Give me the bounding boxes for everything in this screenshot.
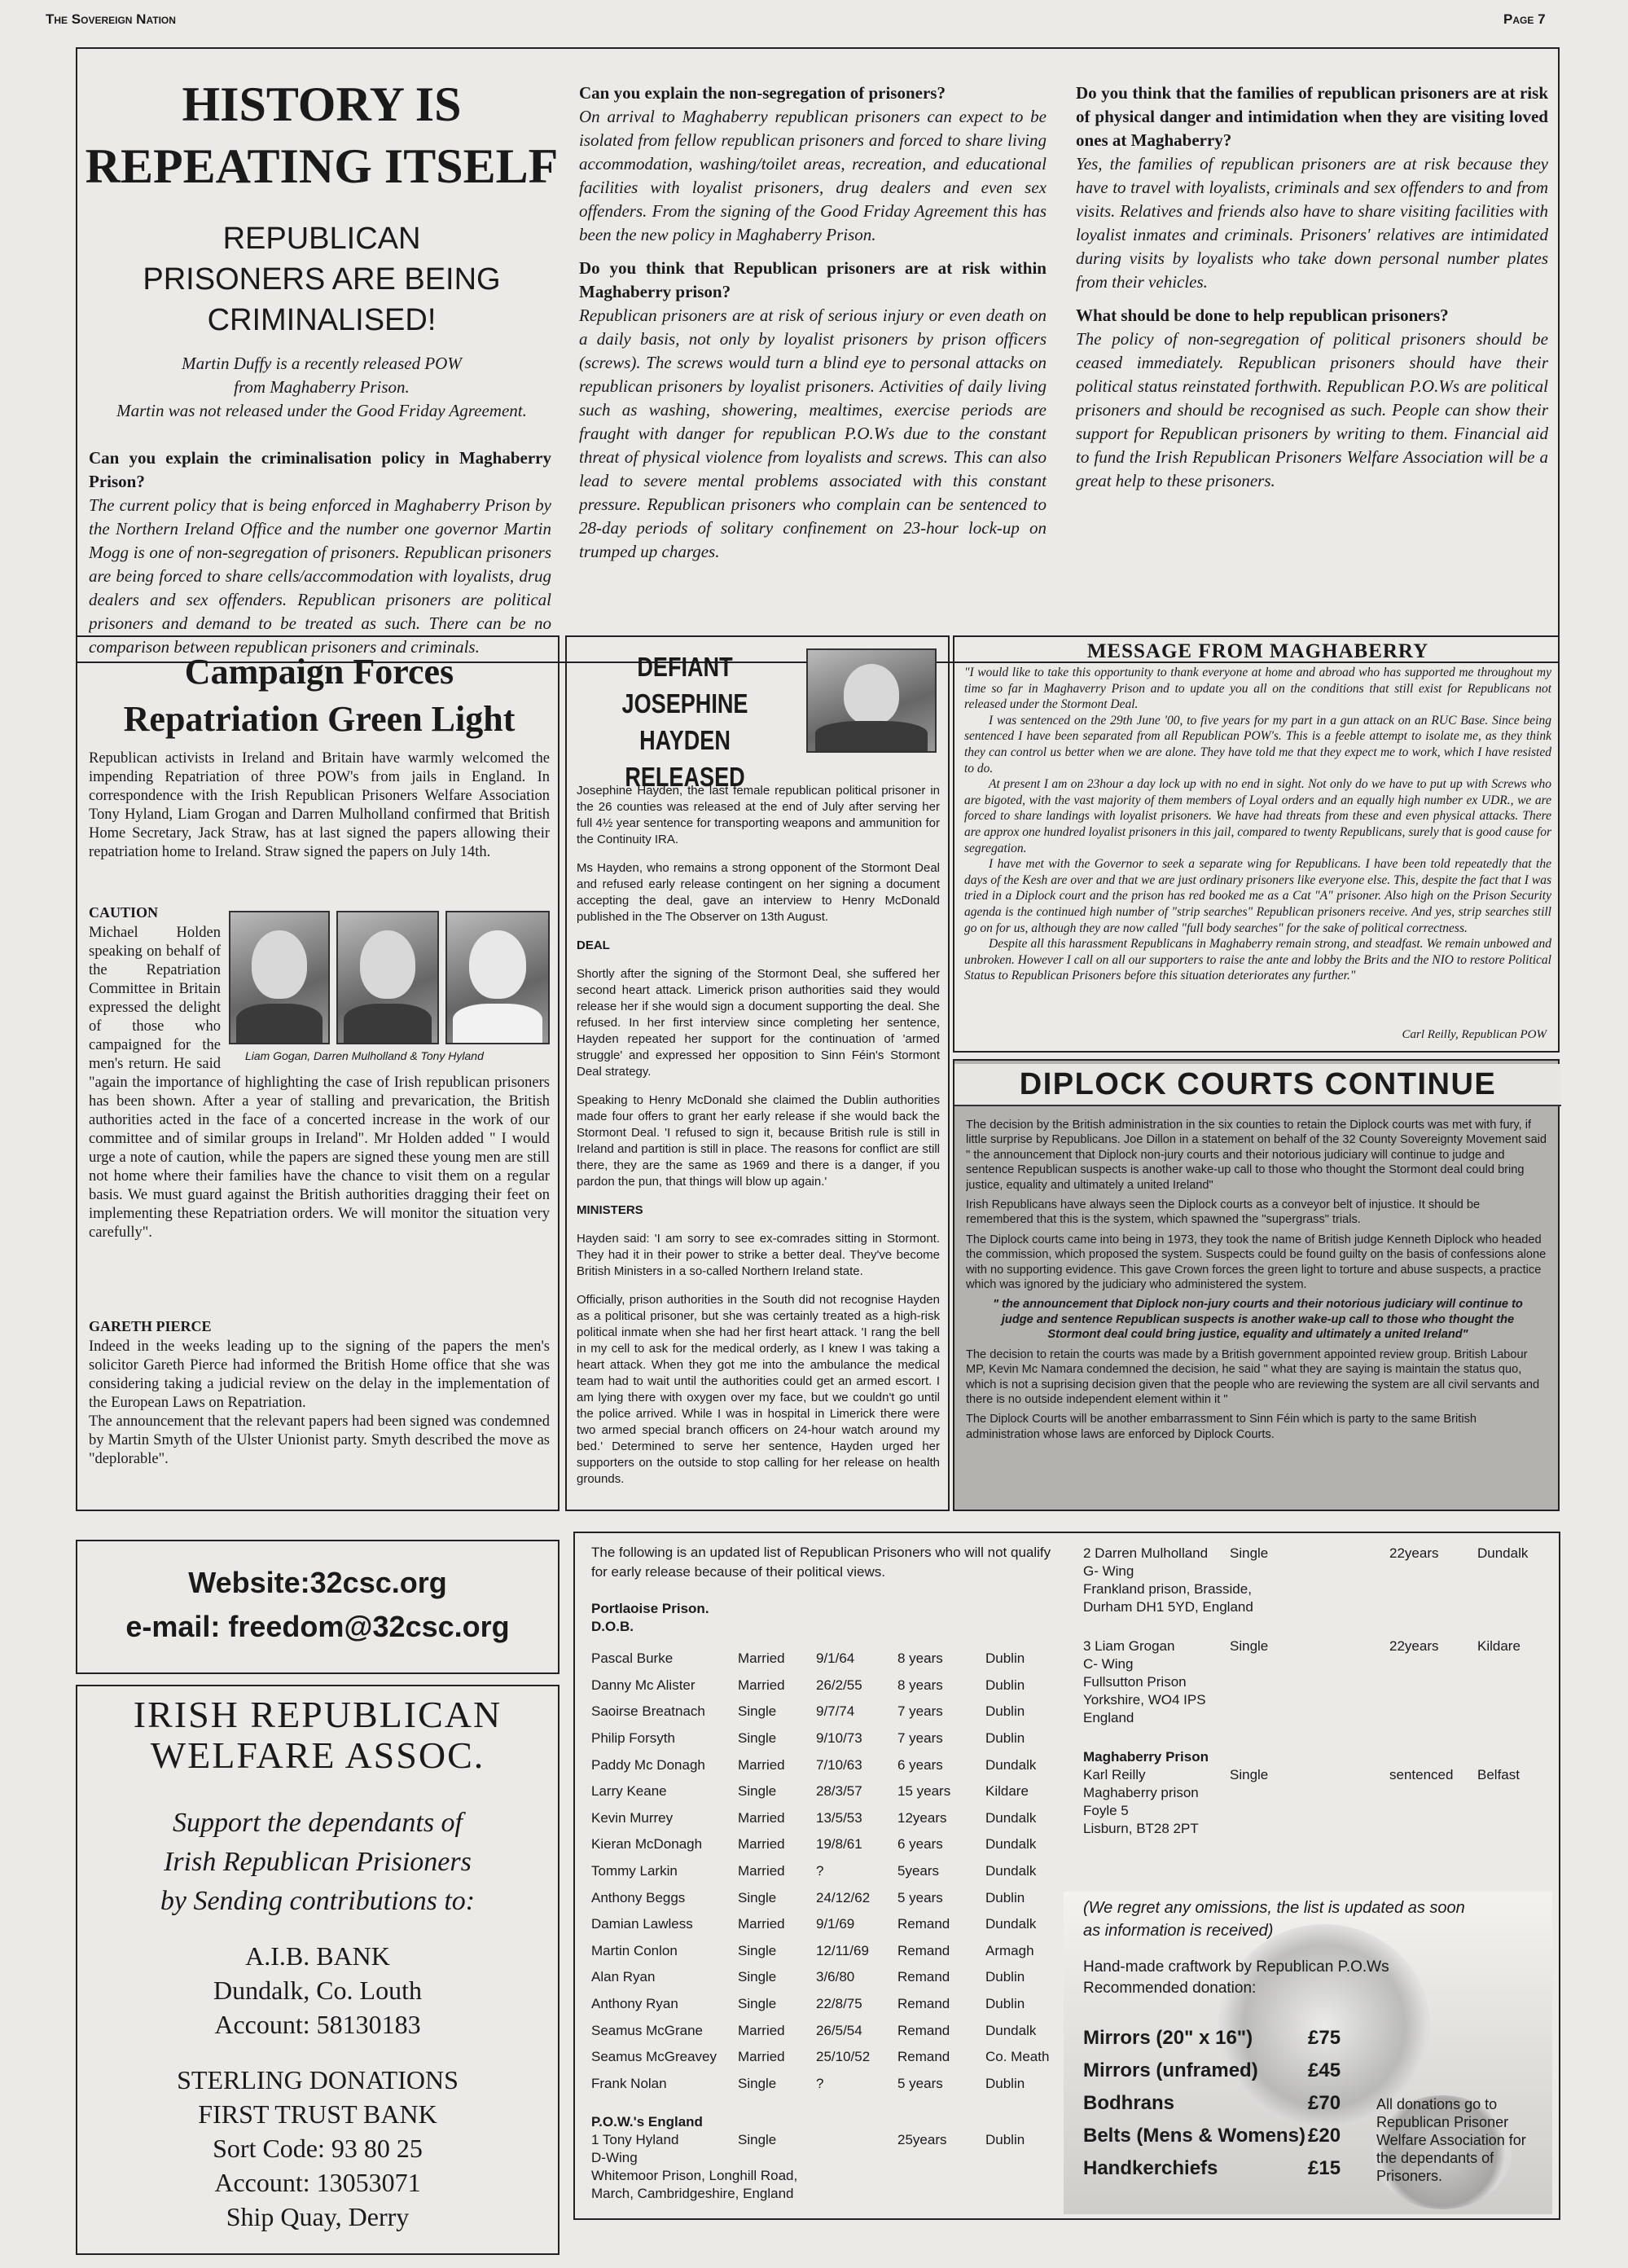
maghaberry-name: Karl Reilly xyxy=(1083,1767,1146,1782)
masthead-name: The Sovereign Nation xyxy=(46,11,176,27)
prisoner-town: Dundalk xyxy=(985,2022,1037,2038)
maghaberry-term: sentenced xyxy=(1389,1767,1454,1782)
prisoner-status: Married xyxy=(738,1650,785,1667)
hayden-headline-1: DEFIANT xyxy=(637,652,733,682)
prisoner-list-intro: The following is an updated list of Republican Prisoners who will not qualify for early release because of their political views. xyxy=(591,1545,1051,1580)
pow-2-addr-3: Durham DH1 5YD, England xyxy=(1083,1599,1253,1615)
message-para-5: Despite all this harassment Republicans in Maghaberry remain strong, and steadfast. We remain unbowed and unbroken. However I call on all our supporters to raise the ante and lobby the Brits and the NIO to restore Political Status to Republican Prisoners before this situation deteriorates any further." xyxy=(964,937,1551,983)
donation-item: Mirrors (20" x 16") xyxy=(1083,2027,1253,2049)
donation-price: £20 xyxy=(1308,2125,1341,2147)
donation-item: Handkerchiefs xyxy=(1083,2157,1218,2179)
prisoner-town: Dublin xyxy=(985,2075,1025,2091)
prisoner-status: Single xyxy=(738,1783,777,1800)
prisoner-name: Danny Mc Alister xyxy=(591,1677,696,1693)
diplock-para-1: The decision by the British administration in the six counties to retain the Diplock courts was met with fury, if little surprise by Republicans. Joe Dillon in a statement on behalf of the 32 County Sovereignty Movement said " the announcement that Diplock non-jury courts and their notorious judiciary will continue to judge and sentence Republican suspects is another wake-up call to those who thought the Stormont deal could bring justice, equality and ultimately a united Ireland" xyxy=(966,1119,1547,1192)
prisoner-dob: 9/10/73 xyxy=(816,1730,862,1747)
prisoner-status: Married xyxy=(738,2022,785,2038)
website-link[interactable]: Website:32csc.org xyxy=(188,1566,447,1599)
diplock-para-2: Irish Republicans have always seen the Diplock courts as a conveyor belt of injustice. It should be remembered that this is the system, which spawned the "supergrass" trials. xyxy=(966,1198,1481,1227)
sterling-bank-name: FIRST TRUST BANK xyxy=(198,2099,437,2129)
prisoner-sentence: 8 years xyxy=(897,1650,943,1667)
history-column-3 xyxy=(1076,72,1548,658)
donation-price: £75 xyxy=(1308,2027,1341,2049)
campaign-para-2-wrap xyxy=(89,924,550,1242)
campaign-headline: Campaign Forces Repatriation Green Light xyxy=(123,652,516,739)
prisoner-row xyxy=(591,1752,1067,1778)
prisoner-name: Alan Ryan xyxy=(591,1969,656,1985)
donation-item: Bodhrans xyxy=(1083,2092,1175,2114)
hayden-para-1: Josephine Hayden, the last female republican political prisoner in the 26 counties was released at the end of July after serving her full 4½ year sentence for transporting weapons and ammunition for the Continuity IRA. xyxy=(577,784,940,846)
message-para-4: I have met with the Governor to seek a separate wing for Republicans. I have been told repeatedly that the days of the Kesh are over and that we are just ordinary prisoners like everyone else. This, despite the fact that I was tried in a Diplock court and the prison has red booked me as a Cat "A" prisoner. Also high on the Prison Security agenda is the continued high number of "strip searches" Republican prisoners receive. And yes, strip searches still go on for us, although they are now called "full body searches" for the sake of political correctness. xyxy=(964,857,1551,935)
prisoner-row xyxy=(591,1672,1067,1699)
pow-england-section xyxy=(591,2113,1067,2203)
prisoner-town: Dublin xyxy=(985,1969,1025,1985)
prisoner-row xyxy=(591,1911,1067,1938)
prisoner-name: Damian Lawless xyxy=(591,1916,693,1932)
campaign-article xyxy=(76,635,559,1511)
maghaberry-row xyxy=(1083,1766,1539,1784)
prisoner-sentence: 5 years xyxy=(897,2075,943,2091)
hayden-para-6: Officially, prison authorities in the South did not recognise Hayden as a political prisoner, but she was certainly treated as a high-risk political inmate when she had her first heart attack. 'I rang the bell in my cell to ask for the medical orderly, as I knew I was taking a heart attack. When they got me into the ambulance the medical team had to wait until the authorities could get an armed escort. I am lying there with oxygen over my face, but we couldn't go until the police arrived. While I was in hospital in Limerick there were two armed special branch officers on 24-hour watch around my bed.' Determined to serve her sentence, Hayden urged her supporters on the outside to stop calling for her release on health grounds. xyxy=(577,1293,940,1486)
diplock-title: DIPLOCK COURTS CONTINUE xyxy=(954,1064,1561,1106)
prisoner-town: Dundalk xyxy=(985,1836,1037,1853)
pow-3-addr-4: England xyxy=(1083,1710,1134,1725)
diplock-pull-quote: " the announcement that Diplock non-jury courts and their notorious judiciary will continue to judge and sentence Republican suspects is another wake-up call to those who thought the Stormont deal could bring justice, equality and ultimately a united Ireland" xyxy=(993,1298,1523,1342)
prisoner-town: Dublin xyxy=(985,1730,1025,1747)
donation-row xyxy=(1083,2087,1357,2120)
maghaberry-heading: Maghaberry Prison xyxy=(1083,1749,1209,1765)
message-title: MESSAGE FROM MAGHABERRY xyxy=(1086,640,1429,662)
prisoner-status: Single xyxy=(738,1996,777,2012)
prisoner-row xyxy=(591,1938,1067,1965)
prisoner-name: Pascal Burke xyxy=(591,1650,674,1667)
hayden-deal-heading: DEAL xyxy=(577,938,610,952)
message-body xyxy=(964,665,1551,1023)
prisoner-town: Dublin xyxy=(985,1650,1025,1667)
prisoner-sentence: Remand xyxy=(897,1916,950,1932)
contact-box xyxy=(76,1540,559,1674)
prisoner-town: Dublin xyxy=(985,1677,1025,1693)
prisoner-status: Single xyxy=(738,2075,777,2091)
pow-1-status: Single xyxy=(738,2132,777,2147)
hayden-para-4: Speaking to Henry McDonald she claimed the Dublin authorities made four offers to grant her early release if she would back the Stormont Deal. 'I refused to sign it, because British rule is still in Ireland and partition is still in place. The reasons for conflict are still there, they are the same as 1969 and there is a danger, if you pardon the pun, that things will blow up again.' xyxy=(577,1093,940,1189)
prisoner-row xyxy=(591,1805,1067,1832)
prisoner-name: Seamus McGrane xyxy=(591,2022,703,2038)
prisoner-status: Married xyxy=(738,1863,785,1879)
prisoner-sentence: 6 years xyxy=(897,1836,943,1853)
history-answer-3: Republican prisoners are at risk of serious injury or even death on a daily basis, not only by loyalist prisoners by prison officers (screws). The screws would turn a blind eye to personal attacks on republican prisoners by loyalist prisoners. Activities of daily living such as washing, showering, mealtimes, exercise periods are fraught with danger for republican P.O.Ws due to the constant threat of physical violence from loyalists and screws. This can also lead to severe mental problems associated with this constant pressure. Republican prisoners who complain can be sentenced to 28-day periods of solitary confinement on 23-hour lock-up on trumped up charges. xyxy=(579,305,1047,561)
prisoner-row xyxy=(591,2017,1067,2044)
welfare-support-2: Irish Republican Prisioners xyxy=(164,1847,472,1877)
prisoner-row xyxy=(591,2044,1067,2071)
message-article xyxy=(953,635,1560,1053)
prisoner-sentence: 12years xyxy=(897,1809,947,1826)
prisoner-sentence: Remand xyxy=(897,1996,950,2012)
prisoner-town: Dundalk xyxy=(985,1916,1037,1932)
prisoner-town: Dundalk xyxy=(985,1809,1037,1826)
welfare-title-1: IRISH REPUBLICAN xyxy=(133,1694,502,1735)
prisoner-status: Married xyxy=(738,1836,785,1853)
prisoner-town: Kildare xyxy=(985,1783,1029,1800)
pow-3-addr-3: Yorkshire, WO4 IPS xyxy=(1083,1692,1206,1708)
maghaberry-addr-2: Foyle 5 xyxy=(1083,1803,1129,1818)
campaign-photo-caption: Liam Gogan, Darren Mulholland & Tony Hyland xyxy=(245,1049,484,1062)
prisoner-name: Saoirse Breatnach xyxy=(591,1703,705,1720)
history-article xyxy=(76,47,1560,663)
history-intro xyxy=(77,352,566,423)
prisoner-name: Kieran McDonagh xyxy=(591,1836,703,1853)
welfare-aib-bank xyxy=(77,1939,558,2042)
prisoner-dob: 25/10/52 xyxy=(816,2049,871,2065)
campaign-caution-heading: CAUTION xyxy=(89,904,159,921)
prisoner-name: Kevin Murrey xyxy=(591,1809,674,1826)
hayden-article xyxy=(565,635,950,1511)
donation-row xyxy=(1083,2152,1357,2185)
prisoner-sentence: 5 years xyxy=(897,1889,943,1905)
message-para-3: At present I am on 23hour a day lock up with no end in sight. Not only do we have to put up with Screws who are bigoted, with the vast majority of them members of Loyal orders and an equally high number ex UDR., we are forced to share landings with loyalist prisoners. We have had threats from these and even physical attacks. There are approx one hundred loyalist prisoners in this jail, compared to twenty Republicans, surely that is good cause for segregation. xyxy=(964,777,1551,855)
campaign-para-3: Indeed in the weeks leading up to the signing of the papers the men's solicitor Gareth Pierce had informed the British Home office that she was considering taking a judicial review on the delay in the implementation of the European Laws on Repatriation. xyxy=(89,1338,550,1411)
history-question-4: Do you think that the families of republican prisoners are at risk of physical danger and intimidation when they are visiting loved ones at Maghaberry? xyxy=(1076,83,1548,150)
prisoner-status: Married xyxy=(738,1677,785,1693)
prisoner-dob: 19/8/61 xyxy=(816,1836,862,1853)
diplock-article xyxy=(953,1059,1560,1511)
history-answer-1: The current policy that is being enforced in Maghaberry Prison by the Northern Ireland Office and the number one governor Martin Mogg is one of non-segregation of prisoners. Republican prisoners are being forced to share cells/accommodation with loyalists, drug dealers and sex offenders. Republican prisoners are political prisoners and demand to be treated as such. There can be no comparison between republican prisoners and criminals. xyxy=(89,495,551,657)
prisoner-row xyxy=(591,1778,1067,1805)
prisoner-row xyxy=(591,1725,1067,1752)
donation-item: Mirrors (unframed) xyxy=(1083,2059,1258,2081)
donation-price: £70 xyxy=(1308,2092,1341,2114)
hayden-headline-2: JOSEPHINE HAYDEN xyxy=(621,688,748,755)
pow-1-addr-3: March, Cambridgeshire, England xyxy=(591,2186,794,2201)
hayden-ministers-heading: MINISTERS xyxy=(577,1203,643,1217)
pow-1-name: 1 Tony Hyland xyxy=(591,2132,679,2147)
prisoner-dob: 9/1/69 xyxy=(816,1916,855,1932)
prisoner-dob: 26/2/55 xyxy=(816,1677,862,1693)
pow-1-addr-1: D-Wing xyxy=(591,2150,638,2165)
prisoner-name: Tommy Larkin xyxy=(591,1863,678,1879)
history-intro-1: Martin Duffy is a recently released POW from Maghaberry Prison. xyxy=(182,354,462,397)
donation-price: £45 xyxy=(1308,2059,1341,2081)
history-column-2 xyxy=(579,72,1047,658)
aib-bank-location: Dundalk, Co. Louth xyxy=(213,1976,422,2005)
hayden-body xyxy=(577,771,940,1508)
history-question-1: Can you explain the criminalisation policy in Maghaberry Prison? xyxy=(89,448,551,491)
campaign-para-3-4 xyxy=(89,1338,550,1469)
prisoner-dob: 3/6/80 xyxy=(816,1969,855,1985)
donation-row xyxy=(1083,2022,1357,2055)
prisoner-row xyxy=(591,2071,1067,2098)
donation-row xyxy=(1083,2055,1357,2087)
maghaberry-addr-3: Lisburn, BT28 2PT xyxy=(1083,1821,1199,1836)
prisoner-row xyxy=(591,1884,1067,1911)
pow-1-term: 25years xyxy=(897,2132,947,2147)
diplock-para-5: The Diplock Courts will be another embarrassment to Sinn Féin which is party to the same British administration whose laws are enforced by Diplock Courts. xyxy=(966,1413,1477,1441)
pow-3-term: 22years xyxy=(1389,1638,1439,1654)
campaign-para-1: Republican activists in Ireland and Britain have warmly welcomed the impending Repatriation of three POW's from jails in England. In correspondence with the Irish Republican Prisoners Welfare Association Tony Hyland, Liam Grogan and Darren Mulholland confirmed that British Home Secretary, Jack Straw, has at last signed the papers allowing their repatriation home to Ireland. Straw signed the papers on July 14th. xyxy=(89,750,550,860)
pow-1-addr-2: Whitemoor Prison, Longhill Road, xyxy=(591,2168,798,2183)
hayden-headline-3: RELEASED xyxy=(625,762,745,792)
donation-table xyxy=(1083,2022,1357,2185)
prisoner-sentence: Remand xyxy=(897,2022,950,2038)
history-subheadline: REPUBLICAN PRISONERS ARE BEING CRIMINALISED! xyxy=(143,222,501,337)
prisoner-status: Single xyxy=(738,1942,777,1958)
pow-2-status: Single xyxy=(1230,1545,1269,1561)
prisoner-town: Dublin xyxy=(985,1889,1025,1905)
prisoner-sentence: 15 years xyxy=(897,1783,951,1800)
pow-2-name: 2 Darren Mulholland xyxy=(1083,1545,1209,1561)
prisoner-sentence: 8 years xyxy=(897,1677,943,1693)
prisoner-town: Dublin xyxy=(985,1996,1025,2012)
pow-right-column xyxy=(1083,1545,1539,1838)
pow-2-row xyxy=(1083,1545,1539,1563)
crafts-intro xyxy=(1083,1957,1389,1999)
prisoner-row xyxy=(591,1646,1067,1672)
crafts-panel xyxy=(1064,1892,1552,2214)
prisoner-sentence: 7 years xyxy=(897,1703,943,1720)
maghaberry-status: Single xyxy=(1230,1767,1269,1782)
history-intro-2: Martin was not released under the Good Friday Agreement. xyxy=(116,401,527,420)
donation-price: £15 xyxy=(1308,2157,1341,2179)
pow-2-term: 22years xyxy=(1389,1545,1439,1561)
prisoner-dob: 26/5/54 xyxy=(816,2022,862,2038)
prisoner-sentence: Remand xyxy=(897,1969,950,1985)
history-column-1 xyxy=(89,437,551,657)
pow-1-town: Dublin xyxy=(985,2132,1025,2147)
prisoner-status: Single xyxy=(738,1969,777,1985)
aib-bank-name: A.I.B. BANK xyxy=(245,1941,390,1971)
prisoner-sentence: 7 years xyxy=(897,1730,943,1747)
prisoner-status: Single xyxy=(738,1703,777,1720)
prisoner-dob: ? xyxy=(816,1863,824,1879)
pow-3-town: Kildare xyxy=(1477,1638,1520,1654)
prisoner-town: Dundalk xyxy=(985,1756,1037,1773)
history-answer-4: Yes, the families of republican prisoners are at risk because they have to travel with loyalists, criminals and sex offenders to and from visits. Relatives and friends also have to share visiting facilities with loyalist inmates and criminals. Prisoners' relatives are intimidated during visits by loyalists who take down personal number plates from their vehicles. xyxy=(1076,154,1548,292)
prisoner-name: Anthony Ryan xyxy=(591,1996,678,2012)
history-question-3: Do you think that Republican prisoners are at risk within Maghaberry prison? xyxy=(579,258,1047,301)
prisoner-name: Larry Keane xyxy=(591,1783,667,1800)
prisoner-town: Dundalk xyxy=(985,1863,1037,1879)
prisoner-row xyxy=(591,1964,1067,1991)
prisoner-dob: 28/3/57 xyxy=(816,1783,862,1800)
prisoner-row xyxy=(591,1991,1067,2018)
prisoner-row xyxy=(591,1858,1067,1885)
prisoner-dob: 24/12/62 xyxy=(816,1889,871,1905)
prisoner-dob: 13/5/53 xyxy=(816,1809,862,1826)
donation-row xyxy=(1083,2120,1357,2152)
pow-2-addr-1: G- Wing xyxy=(1083,1563,1134,1579)
crafts-intro-1: Hand-made craftwork by Republican P.O.Ws xyxy=(1083,1958,1389,1976)
aib-account: Account: 58130183 xyxy=(214,2010,421,2039)
prisoner-list-box xyxy=(573,1532,1560,2220)
prisoner-dob: 7/10/63 xyxy=(816,1756,862,1773)
portlaoise-heading xyxy=(591,1600,709,1636)
prisoner-status: Married xyxy=(738,2049,785,2065)
hayden-para-5: Hayden said: 'I am sorry to see ex-comrades sitting in Stormont. They had it in their power to strike a better deal. They've become British Ministers in a so-called Northern Ireland state. xyxy=(577,1232,940,1278)
sterling-heading: STERLING DONATIONS xyxy=(177,2065,459,2094)
prisoner-town: Armagh xyxy=(985,1942,1034,1958)
welfare-title xyxy=(77,1694,558,1776)
prisoner-dob: 12/11/69 xyxy=(816,1942,869,1958)
diplock-para-3: The Diplock courts came into being in 1973, they took the name of British judge Kenneth Diplock who headed the commission, which proposed the system. Suspects could be found guilty on the basis of confessions alone with no supporting evidence. This gave Crown forces the green light to torture and abuse suspects, a practice which was ignored by the judiciary who administered the system. xyxy=(966,1233,1547,1292)
prisoner-status: Married xyxy=(738,1756,785,1773)
maghaberry-addr-1: Maghaberry prison xyxy=(1083,1785,1199,1800)
welfare-support-3: by Sending contributions to: xyxy=(160,1886,476,1916)
campaign-para-2: Michael Holden speaking on behalf of the Repatriation Committee in Britain expressed the delight of those who campaigned for the men's return. He said "again the importance of highlighting the case of Irish republican prisoners has been shown. After a year of stalling and prevarication, the British authorities acted in the face of a concerted increase in the work of our committee and of similar groups in Ireland". Mr Holden added " I would urge a note of caution, while the papers are signed these young men are still not home where their families have the chance to visit them on a regular basis. We must guard against the British authorities dragging their feet on implementing these Repatriation orders. We will monitor the situation very carefully". xyxy=(89,925,550,1241)
crafts-regret-note: (We regret any omissions, the list is updated as soon as information is received) xyxy=(1083,1899,1465,1940)
prisoner-name: Paddy Mc Donagh xyxy=(591,1756,705,1773)
sterling-account: Account: 13053071 xyxy=(214,2168,421,2197)
prisoner-name: Anthony Beggs xyxy=(591,1889,686,1905)
page-number: Page 7 xyxy=(1503,11,1546,27)
message-signature: Carl Reilly, Republican POW xyxy=(1402,1028,1547,1041)
photo-josephine-hayden xyxy=(806,648,937,753)
prisoner-status: Single xyxy=(738,1889,777,1905)
maghaberry-town: Belfast xyxy=(1477,1767,1520,1782)
prisoner-sentence: Remand xyxy=(897,2049,950,2065)
pow-3-status: Single xyxy=(1230,1638,1269,1654)
welfare-support xyxy=(77,1804,558,1921)
portlaoise-prison-label: Portlaoise Prison. xyxy=(591,1601,709,1616)
crafts-intro-2: Recommended donation: xyxy=(1083,1980,1257,1997)
history-headline xyxy=(77,73,566,197)
prisoner-status: Single xyxy=(738,1730,777,1747)
pow-2-addr-2: Frankland prison, Brasside, xyxy=(1083,1581,1252,1597)
message-para-1: "I would like to take this opportunity to thank everyone at home and abroad who has supported me throughout my time so far in Maghaverry Prison and to update you all on the conditions that still exist for Republicans not released under the Stormont Deal. xyxy=(964,666,1551,712)
history-answer-5: The policy of non-segregation of political prisoners should be ceased immediately. Republican prisoners should have their political status reinstated forthwith. Republican P.O.Ws are political prisoners and should be recognised as such. People can show their support for Republican prisoners by writing to them. Financial aid to fund the Irish Republican Prisoners Welfare Association will be a great help to these prisoners. xyxy=(1076,329,1548,490)
prisoner-dob: 22/8/75 xyxy=(816,1996,862,2012)
pow-1-row xyxy=(591,2131,1067,2149)
pow-england-heading: P.O.W.'s England xyxy=(591,2114,703,2130)
diplock-para-4: The decision to retain the courts was made by a British government appointed review group. British Labour MP, Kevin Mc Namara condemned the decision, he said " what they are saying is maintain the status quo, which is not a suprising decision given that the people who are reviewing the system are all civil servants and there is no outside independent element within it " xyxy=(966,1347,1540,1406)
donation-item: Belts (Mens & Womens) xyxy=(1083,2125,1305,2147)
prisoner-town: Co. Meath xyxy=(985,2049,1050,2065)
diplock-body xyxy=(966,1118,1550,1509)
history-headline-line-2: REPEATING ITSELF xyxy=(85,139,559,193)
prisoner-town: Dublin xyxy=(985,1703,1025,1720)
welfare-title-2: WELFARE ASSOC. xyxy=(150,1734,485,1776)
crafts-donation-note: All donations go to Republican Prisoner Welfare Association for the dependants of Prisoners. xyxy=(1376,2096,1526,2184)
prisoner-sentence: 6 years xyxy=(897,1756,943,1773)
prisoner-row xyxy=(591,1699,1067,1725)
pow-3-addr-1: C- Wing xyxy=(1083,1656,1134,1672)
dob-label: D.O.B. xyxy=(591,1619,634,1634)
message-para-2: I was sentenced on the 29th June '00, to five years for my part in a gun attack on an RUC Base. Since being sentenced I have been separated from all Republican POW's. This is a feeble attempt to isolate me, as they think they can control us better when we are alone. They have told me that they expect me to work, which I have resisted to do. xyxy=(964,713,1551,776)
welfare-sterling xyxy=(77,2063,558,2234)
prisoner-dob: 9/1/64 xyxy=(816,1650,855,1667)
welfare-box xyxy=(76,1685,559,2255)
history-question-2: Can you explain the non-segregation of prisoners? xyxy=(579,83,946,103)
hayden-para-3: Shortly after the signing of the Stormont Deal, she suffered her second heart attack. Limerick prison authorities said they would release her if she would sign a document supporting the deal. She refused. In her first interview since completing her sentence, Hayden repeated her support for the continuation of 'armed struggle' and expressed her opposition to Sinn Féin's Stormont Deal strategy. xyxy=(577,967,940,1079)
pow-2-town: Dundalk xyxy=(1477,1545,1529,1561)
prisoner-dob: 9/7/74 xyxy=(816,1703,855,1720)
campaign-gareth-heading: GARETH PIERCE xyxy=(89,1318,212,1334)
pow-3-addr-2: Fullsutton Prison xyxy=(1083,1674,1187,1690)
email-link[interactable]: e-mail: freedom@32csc.org xyxy=(125,1610,510,1643)
prisoner-sentence: Remand xyxy=(897,1942,950,1958)
pow-3-name: 3 Liam Grogan xyxy=(1083,1638,1175,1654)
prisoner-status: Married xyxy=(738,1916,785,1932)
prisoner-dob: ? xyxy=(816,2075,824,2091)
sterling-sort-code: Sort Code: 93 80 25 xyxy=(213,2134,423,2163)
prisoner-name: Philip Forsyth xyxy=(591,1730,675,1747)
prisoner-row xyxy=(591,1831,1067,1858)
prisoner-name: Martin Conlon xyxy=(591,1942,678,1958)
pow-3-row xyxy=(1083,1637,1539,1655)
prisoner-status: Married xyxy=(738,1809,785,1826)
prisoner-name: Seamus McGreavey xyxy=(591,2049,717,2065)
campaign-para-4: The announcement that the relevant papers had been signed was condemned by Martin Smyth of the Ulster Unionist party. Smyth described the move as "deplorable". xyxy=(89,1413,550,1467)
welfare-support-1: Support the dependants of xyxy=(172,1808,463,1838)
hayden-para-2: Ms Hayden, who remains a strong opponent of the Stormont Deal and refused early release contingent on her signing a document accepting the deal, gave an interview to Henry McDonald published in the The Observer on 13th August. xyxy=(577,861,940,924)
sterling-address: Ship Quay, Derry xyxy=(226,2202,410,2231)
prisoner-sentence: 5years xyxy=(897,1863,940,1879)
prisoner-name: Frank Nolan xyxy=(591,2075,667,2091)
history-headline-line-1: HISTORY IS xyxy=(182,77,462,131)
history-answer-2: On arrival to Maghaberry republican prisoners can expect to be isolated from fellow republican prisoners and forced to share living accommodation, washing/toilet areas, recreation, and educational facilities with loyalist prisoners, drug dealers and even sex offenders. From the signing of the Good Friday Agreement this has been the new policy in Maghaberry Prison. xyxy=(579,107,1047,244)
history-question-5: What should be done to help republican prisoners? xyxy=(1076,305,1449,325)
portlaoise-table xyxy=(591,1646,1067,2097)
photo-float-spacer xyxy=(221,924,550,1069)
